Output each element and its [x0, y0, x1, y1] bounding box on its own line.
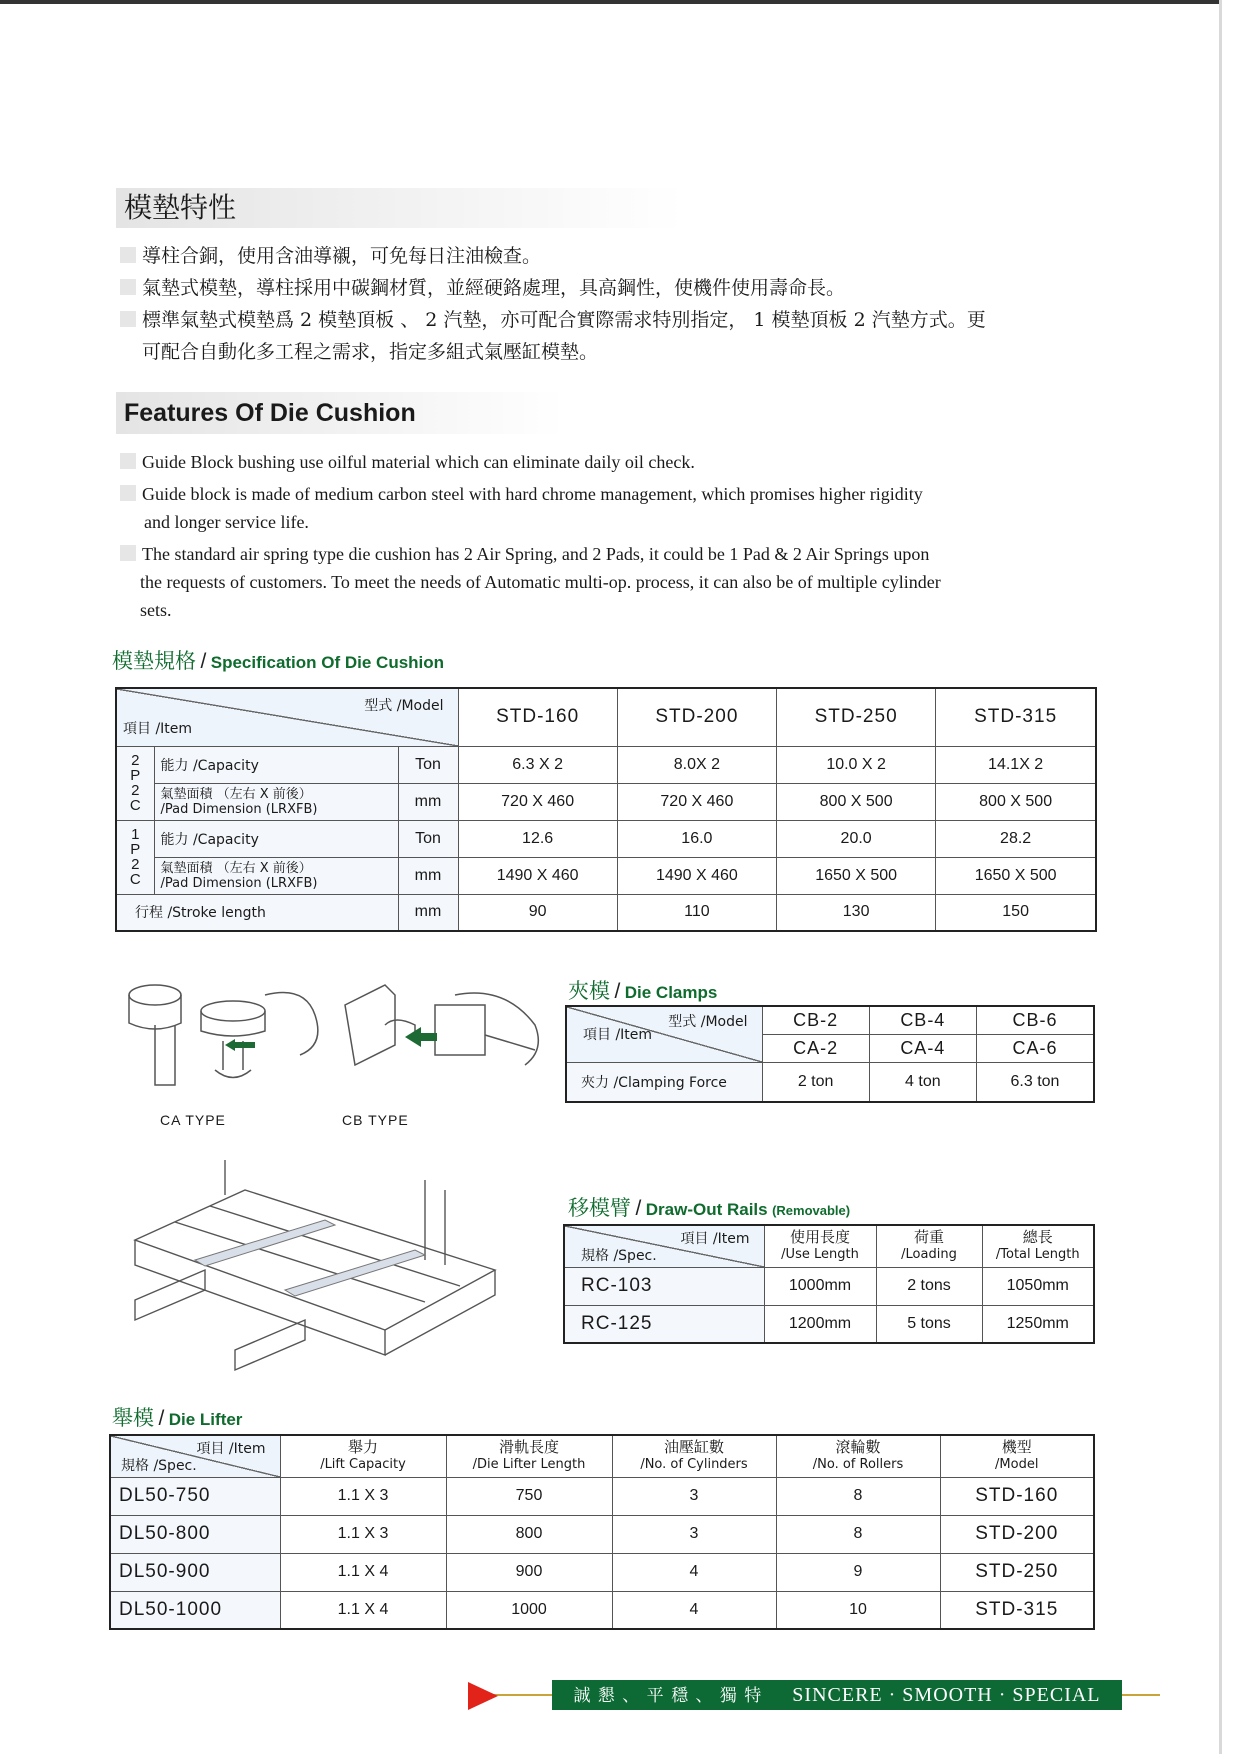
unit-cell: Ton [398, 820, 458, 857]
model-header: STD-315 [936, 688, 1096, 746]
table-cell: 1050mm [982, 1267, 1094, 1305]
row-label: 氣墊面積 （左右 X 前後） /Pad Dimension (LRXFB) [154, 857, 398, 894]
table-header-row [564, 1225, 1094, 1267]
table-cell: 3 [612, 1477, 776, 1515]
draw-out-rails-illustration [125, 1150, 505, 1380]
table-cell: 4 [612, 1591, 776, 1629]
model-header: CA-2 [762, 1034, 869, 1062]
spec-cell: DL50-750 [110, 1477, 280, 1515]
features-en-heading: Features Of Die Cushion [116, 392, 564, 434]
model-header: CA-4 [869, 1034, 976, 1062]
table-cell: STD-200 [940, 1515, 1094, 1553]
row-label: 能力 /Capacity [154, 746, 398, 783]
table-cell: 130 [777, 894, 936, 931]
list-item-continued: the requests of customers. To meet the needs of Automatic multi-op. process, it can also be of multiple cylinder [140, 572, 941, 592]
spec-cell: RC-125 [564, 1305, 764, 1343]
red-triangle-icon [466, 1680, 500, 1712]
list-item: 標準氣墊式模墊爲 2 模墊頂板 、 2 汽墊，亦可配合實際需求特別指定， 1 模墊頂板 2 汽墊方式。更 [120, 304, 1100, 336]
spec-cell: DL50-1000 [110, 1591, 280, 1629]
table-cell: 1490 X 460 [458, 857, 617, 894]
spec-cell: DL50-800 [110, 1515, 280, 1553]
table-cell: STD-315 [940, 1591, 1094, 1629]
table-cell: 6.3 ton [976, 1062, 1094, 1102]
spec-section-title: 模墊規格 / Specification Of Die Cushion [112, 649, 445, 673]
list-item: Guide Block bushing use oilful material which can eliminate daily oil check. [120, 448, 1090, 476]
table-row [116, 894, 1096, 931]
table-cell: 800 X 500 [777, 783, 936, 820]
table-cell: 1250mm [982, 1305, 1094, 1343]
table-cell: 4 [612, 1553, 776, 1591]
table-cell: 6.3 X 2 [458, 746, 617, 783]
table-cell: 110 [617, 894, 776, 931]
group-label-1p2c: 1 P 2 C [116, 820, 154, 894]
table-cell: 1000mm [764, 1267, 876, 1305]
bullet-square-icon [120, 485, 136, 501]
table-cell: 12.6 [458, 820, 617, 857]
table-header-row [116, 688, 1096, 746]
features-zh-heading: 模墊特性 [116, 188, 684, 228]
model-header: CA-6 [976, 1034, 1094, 1062]
model-header: CB-2 [762, 1006, 869, 1034]
table-cell: 1.1 X 4 [280, 1553, 446, 1591]
table-cell: 900 [446, 1553, 612, 1591]
table-corner-cell: 型式 /Model 項目 /Item [566, 1006, 762, 1062]
column-header: 機型 /Model [940, 1435, 1094, 1477]
page-edge [1219, 0, 1222, 1754]
table-cell: 750 [446, 1477, 612, 1515]
model-header: CB-6 [976, 1006, 1094, 1034]
cb-type-caption: CB TYPE [342, 1112, 409, 1128]
column-header: 總長 /Total Length [982, 1225, 1094, 1267]
column-header: 滾輪數 /No. of Rollers [776, 1435, 940, 1477]
bullet-square-icon [120, 545, 136, 561]
table-corner-cell: 型式 /Model 項目 /Item [116, 688, 458, 746]
table-cell: 2 tons [876, 1267, 982, 1305]
row-label: 氣墊面積 （左右 X 前後） /Pad Dimension (LRXFB) [154, 783, 398, 820]
list-item-continued: 可配合自動化多工程之需求，指定多組式氣壓缸模墊。 [142, 341, 599, 363]
table-cell: 720 X 460 [458, 783, 617, 820]
rails-section-title: 移模臂 / Draw-Out Rails (Removable) [568, 1196, 851, 1220]
bullet-square-icon [120, 279, 136, 295]
footer-banner: 誠 懇 、 平 穩 、 獨 特 SINCERE · SMOOTH · SPECIAL [552, 1680, 1122, 1710]
bullet-square-icon [120, 247, 136, 263]
table-cell: 10 [776, 1591, 940, 1629]
table-cell: 8 [776, 1477, 940, 1515]
table-row [116, 857, 1096, 894]
features-zh-list [120, 240, 1100, 368]
table-corner-cell: 項目 /Item 規格 /Spec. [564, 1225, 764, 1267]
list-item: Guide block is made of medium carbon steel with hard chrome management, which promises higher rigidity [120, 480, 1090, 508]
list-item: 導柱合銅，使用含油導襯，可免每日注油檢查。 [120, 240, 1100, 272]
top-border [0, 0, 1220, 4]
table-cell: 9 [776, 1553, 940, 1591]
clamps-section-title: 夾模 / Die Clamps [568, 979, 718, 1003]
list-item: The standard air spring type die cushion has 2 Air Spring, and 2 Pads, it could be 1 Pad & 2 Air Springs upon [120, 540, 1090, 568]
column-header: 舉力 /Lift Capacity [280, 1435, 446, 1477]
row-label: 能力 /Capacity [154, 820, 398, 857]
table-header-row [110, 1435, 1094, 1477]
table-cell: 1490 X 460 [617, 857, 776, 894]
table-cell: 150 [936, 894, 1096, 931]
lifter-table [109, 1434, 1095, 1630]
spec-table [115, 687, 1097, 932]
table-cell: STD-160 [940, 1477, 1094, 1515]
model-header: STD-250 [777, 688, 936, 746]
table-row [110, 1477, 1094, 1515]
table-cell: 1.1 X 3 [280, 1477, 446, 1515]
table-cell: 16.0 [617, 820, 776, 857]
column-header: 荷重 /Loading [876, 1225, 982, 1267]
model-header: STD-160 [458, 688, 617, 746]
table-cell: 5 tons [876, 1305, 982, 1343]
table-row [564, 1267, 1094, 1305]
rails-table [563, 1224, 1095, 1344]
table-cell: 800 X 500 [936, 783, 1096, 820]
table-cell: 8.0X 2 [617, 746, 776, 783]
table-row [110, 1553, 1094, 1591]
row-label: 夾力 /Clamping Force [566, 1062, 762, 1102]
unit-cell: mm [398, 783, 458, 820]
table-cell: 3 [612, 1515, 776, 1553]
table-cell: STD-250 [940, 1553, 1094, 1591]
unit-cell: mm [398, 857, 458, 894]
table-cell: 1000 [446, 1591, 612, 1629]
table-cell: 800 [446, 1515, 612, 1553]
table-row [110, 1515, 1094, 1553]
table-cell: 1650 X 500 [936, 857, 1096, 894]
unit-cell: Ton [398, 746, 458, 783]
spec-cell: DL50-900 [110, 1553, 280, 1591]
column-header: 油壓缸數 /No. of Cylinders [612, 1435, 776, 1477]
table-row [116, 783, 1096, 820]
table-cell: 1.1 X 3 [280, 1515, 446, 1553]
table-row [564, 1305, 1094, 1343]
table-cell: 2 ton [762, 1062, 869, 1102]
column-header: 使用長度 /Use Length [764, 1225, 876, 1267]
bullet-square-icon [120, 453, 136, 469]
table-header-row [566, 1006, 1094, 1034]
features-en-list [120, 448, 1090, 624]
list-item-continued: sets. [140, 600, 172, 620]
spec-cell: RC-103 [564, 1267, 764, 1305]
table-row [566, 1062, 1094, 1102]
table-cell: 1.1 X 4 [280, 1591, 446, 1629]
unit-cell: mm [398, 894, 458, 931]
table-cell: 10.0 X 2 [777, 746, 936, 783]
model-header: STD-200 [617, 688, 776, 746]
table-corner-cell: 項目 /Item 規格 /Spec. [110, 1435, 280, 1477]
list-item: 氣墊式模墊，導柱採用中碳鋼材質，並經硬鉻處理，具高鋼性，使機件使用壽命長。 [120, 272, 1100, 304]
table-row [110, 1591, 1094, 1629]
column-header: 滑軌長度 /Die Lifter Length [446, 1435, 612, 1477]
lifter-section-title: 舉模 / Die Lifter [112, 1406, 243, 1430]
ca-type-caption: CA TYPE [160, 1112, 226, 1128]
table-cell: 8 [776, 1515, 940, 1553]
table-row [116, 820, 1096, 857]
bullet-square-icon [120, 311, 136, 327]
table-cell: 14.1X 2 [936, 746, 1096, 783]
group-label-2p2c: 2 P 2 C [116, 746, 154, 820]
table-cell: 28.2 [936, 820, 1096, 857]
row-label: 行程 /Stroke length [116, 894, 398, 931]
table-row [116, 746, 1096, 783]
die-clamp-illustration [115, 975, 555, 1095]
table-cell: 90 [458, 894, 617, 931]
table-cell: 1200mm [764, 1305, 876, 1343]
model-header: CB-4 [869, 1006, 976, 1034]
table-cell: 20.0 [777, 820, 936, 857]
table-cell: 4 ton [869, 1062, 976, 1102]
list-item-continued: and longer service life. [144, 512, 309, 532]
table-cell: 720 X 460 [617, 783, 776, 820]
clamps-table [565, 1005, 1095, 1103]
table-cell: 1650 X 500 [777, 857, 936, 894]
